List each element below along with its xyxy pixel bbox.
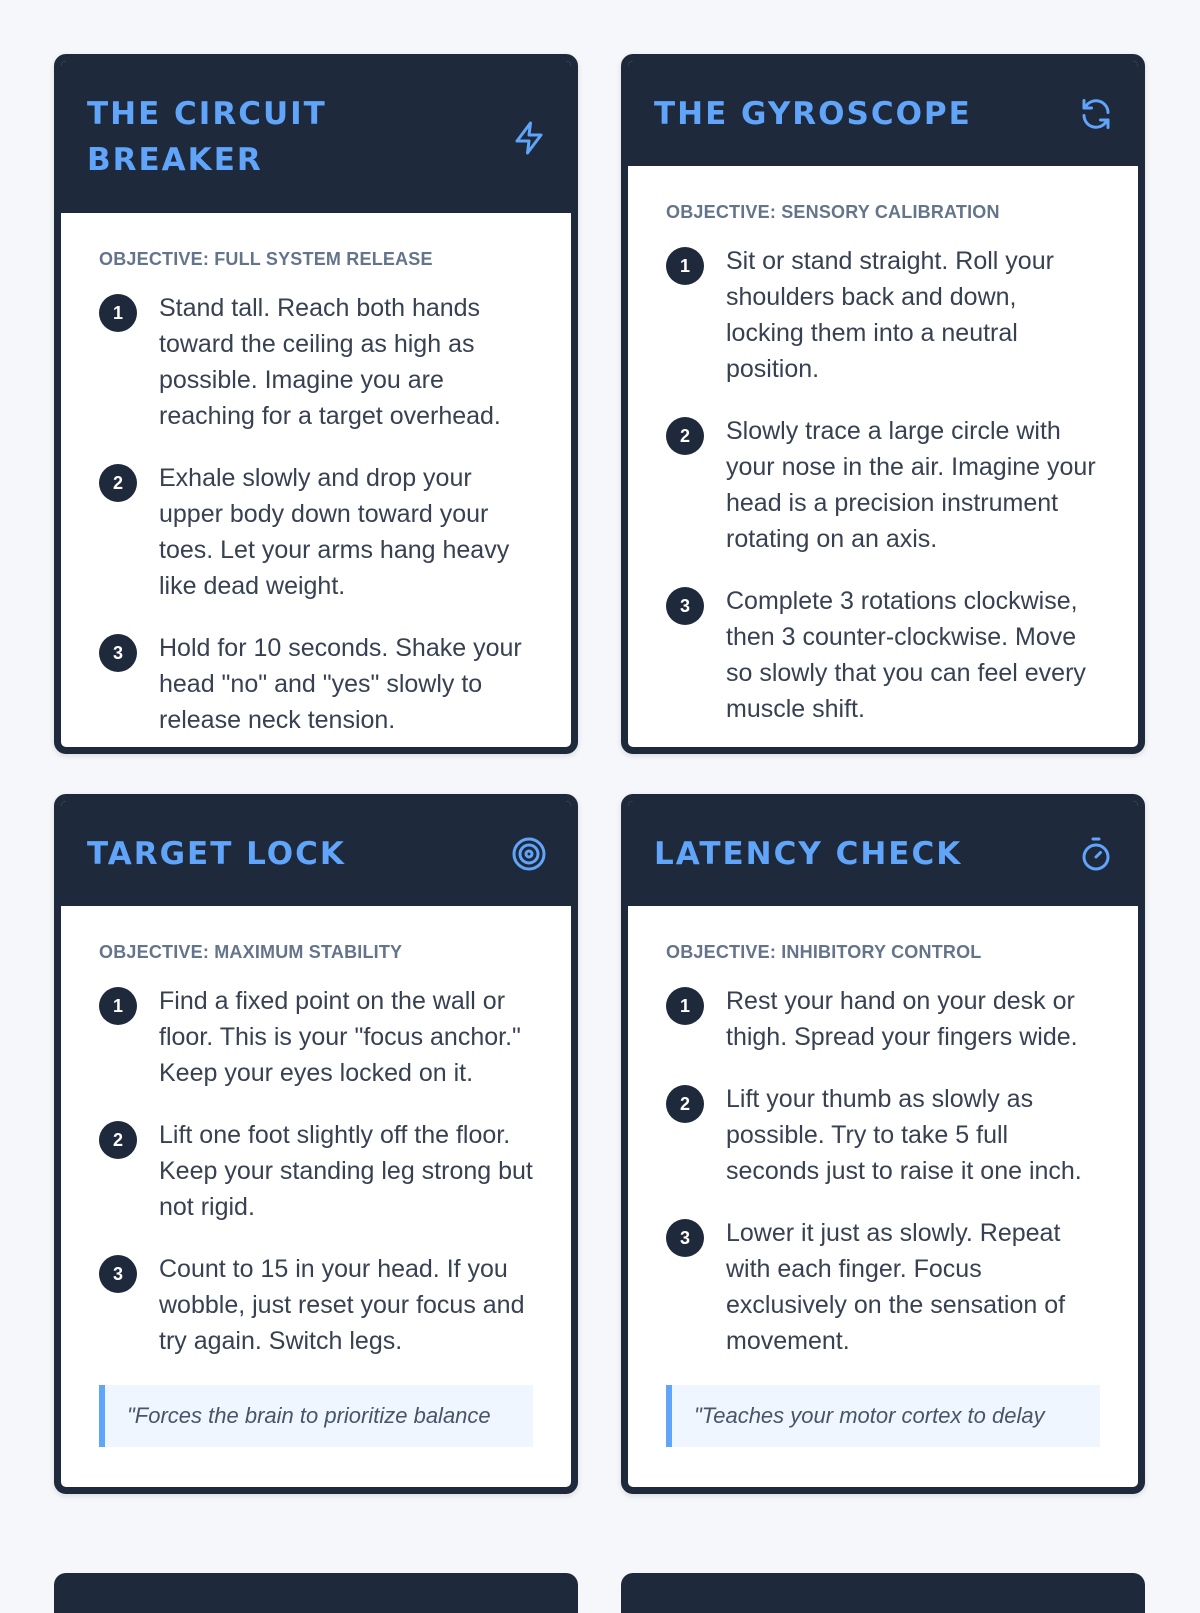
step-text: Lift your thumb as slowly as possible. Try to take 5 full seconds just to raise it one inch.	[726, 1085, 1082, 1185]
exercise-card-latency-check	[621, 794, 1145, 1494]
step-text: Hold for 10 seconds. Shake your head "no" and "yes" slowly to release neck tension.	[159, 634, 522, 734]
step-text: Lift one foot slightly off the floor. Keep your standing leg strong but not rigid.	[159, 1121, 533, 1221]
card-title: LATENCY CHECK	[654, 835, 963, 872]
step-item	[99, 460, 533, 604]
card-title: THE CIRCUIT BREAKER	[87, 96, 327, 178]
step-number-badge: 3	[666, 587, 704, 625]
step-number-badge: 1	[666, 247, 704, 285]
card-body	[61, 906, 571, 1447]
step-item	[666, 583, 1100, 727]
card-header	[628, 61, 1138, 166]
stopwatch-icon	[1078, 836, 1114, 872]
step-text: Lower it just as slowly. Repeat with each finger. Focus exclusively on the sensation of movement.	[726, 1219, 1066, 1355]
target-icon	[511, 836, 547, 872]
step-item	[99, 1251, 533, 1359]
step-item	[99, 630, 533, 738]
step-number-badge: 1	[99, 987, 137, 1025]
step-text: Sit or stand straight. Roll your shoulders back and down, locking them into a neutral position.	[726, 247, 1054, 383]
step-item	[666, 243, 1100, 387]
step-number-badge: 3	[666, 1219, 704, 1257]
step-number-badge: 3	[99, 1255, 137, 1293]
objective-label: OBJECTIVE: FULL SYSTEM RELEASE	[99, 249, 433, 269]
step-number-badge: 2	[666, 1085, 704, 1123]
refresh-cycle-icon	[1078, 96, 1114, 132]
step-item	[99, 290, 533, 434]
exercise-card-circuit-breaker	[54, 54, 578, 754]
step-text: Complete 3 rotations clockwise, then 3 counter-clockwise. Move so slowly that you can feel every muscle shift.	[726, 587, 1086, 723]
step-item	[99, 983, 533, 1091]
step-item	[666, 1081, 1100, 1189]
step-number-badge: 2	[99, 464, 137, 502]
card-body	[628, 906, 1138, 1447]
step-item	[99, 1117, 533, 1225]
step-number-badge: 1	[99, 294, 137, 332]
card-body	[628, 166, 1138, 727]
step-number-badge: 1	[666, 987, 704, 1025]
step-text: Stand tall. Reach both hands toward the ceiling as high as possible. Imagine you are reaching for a target overhead.	[159, 294, 501, 430]
card-title: TARGET LOCK	[87, 835, 346, 872]
exercise-card-target-lock	[54, 794, 578, 1494]
card-header	[61, 61, 571, 213]
next-card-header-stub	[54, 1573, 578, 1613]
step-text: Slowly trace a large circle with your nose in the air. Imagine your head is a precision instrument rotating on an axis.	[726, 417, 1096, 553]
card-header	[61, 801, 571, 906]
card-title: THE GYROSCOPE	[654, 95, 972, 132]
objective-label: OBJECTIVE: SENSORY CALIBRATION	[666, 202, 1000, 222]
step-text: Exhale slowly and drop your upper body down toward your toes. Let your arms hang heavy like dead weight.	[159, 464, 510, 600]
exercise-card-gyroscope	[621, 54, 1145, 754]
step-item	[666, 413, 1100, 557]
next-card-header-stub	[621, 1573, 1145, 1613]
card-body	[61, 213, 571, 738]
step-number-badge: 2	[666, 417, 704, 455]
step-item	[666, 983, 1100, 1055]
step-item	[666, 1215, 1100, 1359]
step-text: Rest your hand on your desk or thigh. Spread your fingers wide.	[726, 987, 1078, 1051]
benefit-quote: "Teaches your motor cortex to delay	[666, 1385, 1100, 1447]
objective-label: OBJECTIVE: INHIBITORY CONTROL	[666, 942, 982, 962]
step-text: Count to 15 in your head. If you wobble, just reset your focus and try again. Switch legs.	[159, 1255, 525, 1355]
step-number-badge: 3	[99, 634, 137, 672]
step-text: Find a fixed point on the wall or floor. This is your "focus anchor." Keep your eyes locked on it.	[159, 987, 521, 1087]
card-header	[628, 801, 1138, 906]
lightning-bolt-icon	[511, 120, 547, 156]
benefit-quote: "Forces the brain to prioritize balance	[99, 1385, 533, 1447]
objective-label: OBJECTIVE: MAXIMUM STABILITY	[99, 942, 403, 962]
step-number-badge: 2	[99, 1121, 137, 1159]
